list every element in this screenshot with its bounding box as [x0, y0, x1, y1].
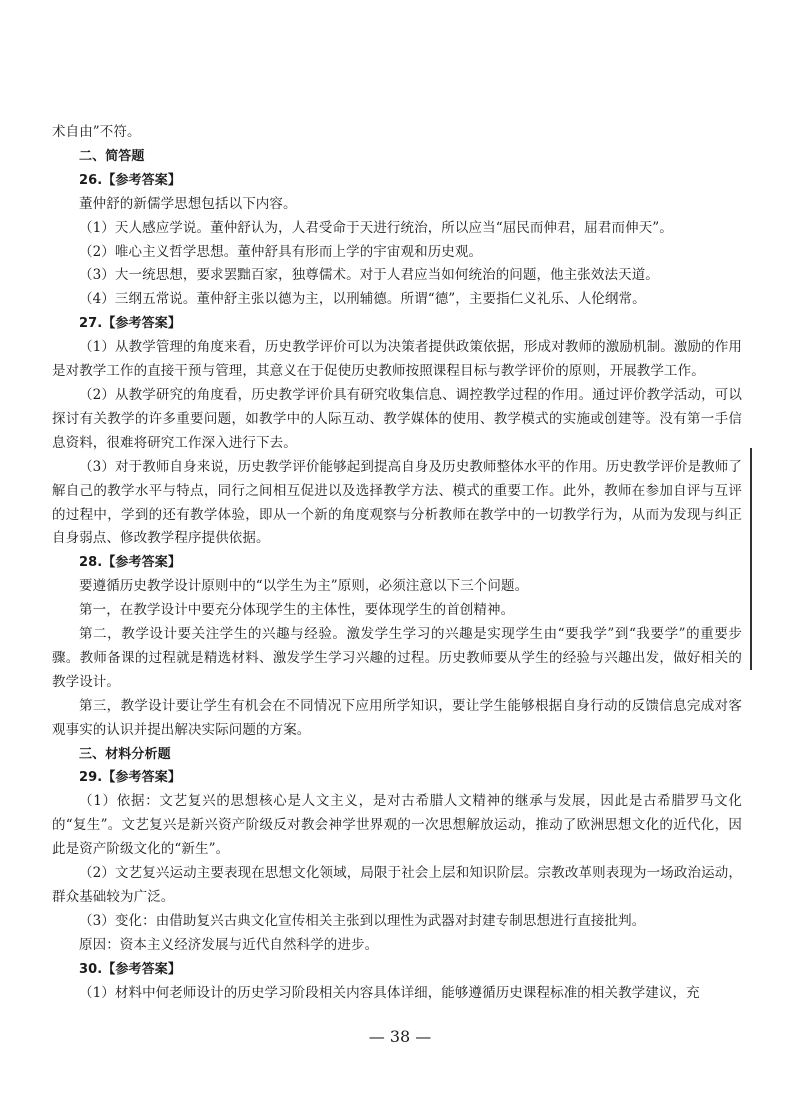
paragraph: 第一，在教学设计中要充分体现学生的主体性，要体现学生的首创精神。 — [79, 602, 515, 619]
paragraph: （1）依据：文艺复兴的思想核心是人文主义，是对古希腊人文精神的继承与发展，因此是古希腊罗马文化的“复生”。文艺复兴是新兴资产阶级反对教会神学世界观的一次思想解放运动，推动了欧洲思想文化的近代化，因此是资产阶级文化的“新生”。 — [52, 793, 742, 858]
paragraph: 术自由”不符。 — [52, 124, 141, 140]
paragraph: 第二，教学设计要关注学生的兴趣与经验。激发学生学习的兴趣是实现学生由“要我学”到“我要学”的重要步骤。教师备课的过程就是精选材料、激发学生学习兴趣的过程。历史教师要从学生的经验与兴趣出发，做好相关的教学设计。 — [52, 626, 742, 690]
page-number: — 38 — — [368, 1027, 432, 1046]
section-heading: 29.【参考答案】 — [79, 770, 181, 786]
paragraph: （1）天人感应学说。董仲舒认为，人君受命于天进行统治，所以应当“屈民而伸君，屈君而伸天”。 — [79, 219, 673, 236]
paragraph: 要遵循历史教学设计原则中的“以学生为主”原则，必须注意以下三个问题。 — [79, 578, 529, 595]
section-heading: 28.【参考答案】 — [79, 555, 181, 571]
paragraph: 原因：资本主义经济发展与近代自然科学的进步。 — [79, 936, 379, 953]
section-heading: 27.【参考答案】 — [79, 316, 181, 332]
paragraph: （2）文艺复兴运动主要表现在思想文化领域，局限于社会上层和知识阶层。宗教改革则表现为一场政治运动，群众基础较为广泛。 — [52, 865, 742, 905]
paragraph: 董仲舒的新儒学思想包括以下内容。 — [79, 195, 297, 212]
section-heading: 30.【参考答案】 — [79, 961, 181, 977]
paragraph: （3）变化：由借助复兴古典文化宣传相关主张到以理性为武器对封建专制思想进行直接批判。 — [79, 912, 646, 929]
paragraph: （3）对于教师自身来说，历史教学评价能够起到提高自身及历史教师整体水平的作用。历史教学评价是教师了解自己的教学水平与特点，同行之间相互促进以及选择教学方法、模式的重要工作。此外，教师在参加自评与互评的过程中，学到的还有教学体验，即从一个新的角度观察与分析教师在教学中的一切教学行为，从而为发现与纠正自身弱点、修改教学程序提供依据。 — [52, 458, 742, 547]
paragraph: （2）唯心主义哲学思想。董仲舒具有形而上学的宇宙观和历史观。 — [79, 243, 483, 260]
paragraph: （4）三纲五常说。董仲舒主张以德为主，以刑辅德。所谓“德”，主要指仁义礼乐、人伦纲常。 — [79, 291, 646, 308]
paragraph: 第三，教学设计要让学生有机会在不同情况下应用所学知识，要让学生能够根据自身行动的反馈信息完成对客观事实的认识并提出解决实际问题的方案。 — [52, 697, 742, 738]
paragraph: （1）从教学管理的角度来看，历史教学评价可以为决策者提供政策依据，形成对教师的激励机制。激励的作用是对教学工作的直接干预与管理，其意义在于促使历史教师按照课程目标与教学评价的原则，开展教学工作。 — [52, 339, 742, 380]
section-heading: 三、材料分析题 — [79, 746, 171, 762]
paragraph: （3）大一统思想，要求罢黜百家，独尊儒术。对于人君应当如何统治的问题，他主张效法天道。 — [79, 267, 659, 284]
section-heading: 26.【参考答案】 — [79, 172, 181, 188]
section-heading: 二、简答题 — [79, 148, 145, 164]
margin-rule — [750, 448, 752, 670]
paragraph: （1）材料中何老师设计的历史学习阶段相关内容具体详细，能够遵循历史课程标准的相关教学建议，充 — [79, 984, 700, 1001]
paragraph: （2）从教学研究的角度看，历史教学评价具有研究收集信息、调控教学过程的作用。通过评价教学活动，可以探讨有关教学的许多重要问题，如教学中的人际互动、教学媒体的使用、教学模式的实施或创建等。没有第一手信息资料，很难将研究工作深入进行下去。 — [52, 386, 742, 451]
answer-text-body — [52, 121, 742, 1006]
